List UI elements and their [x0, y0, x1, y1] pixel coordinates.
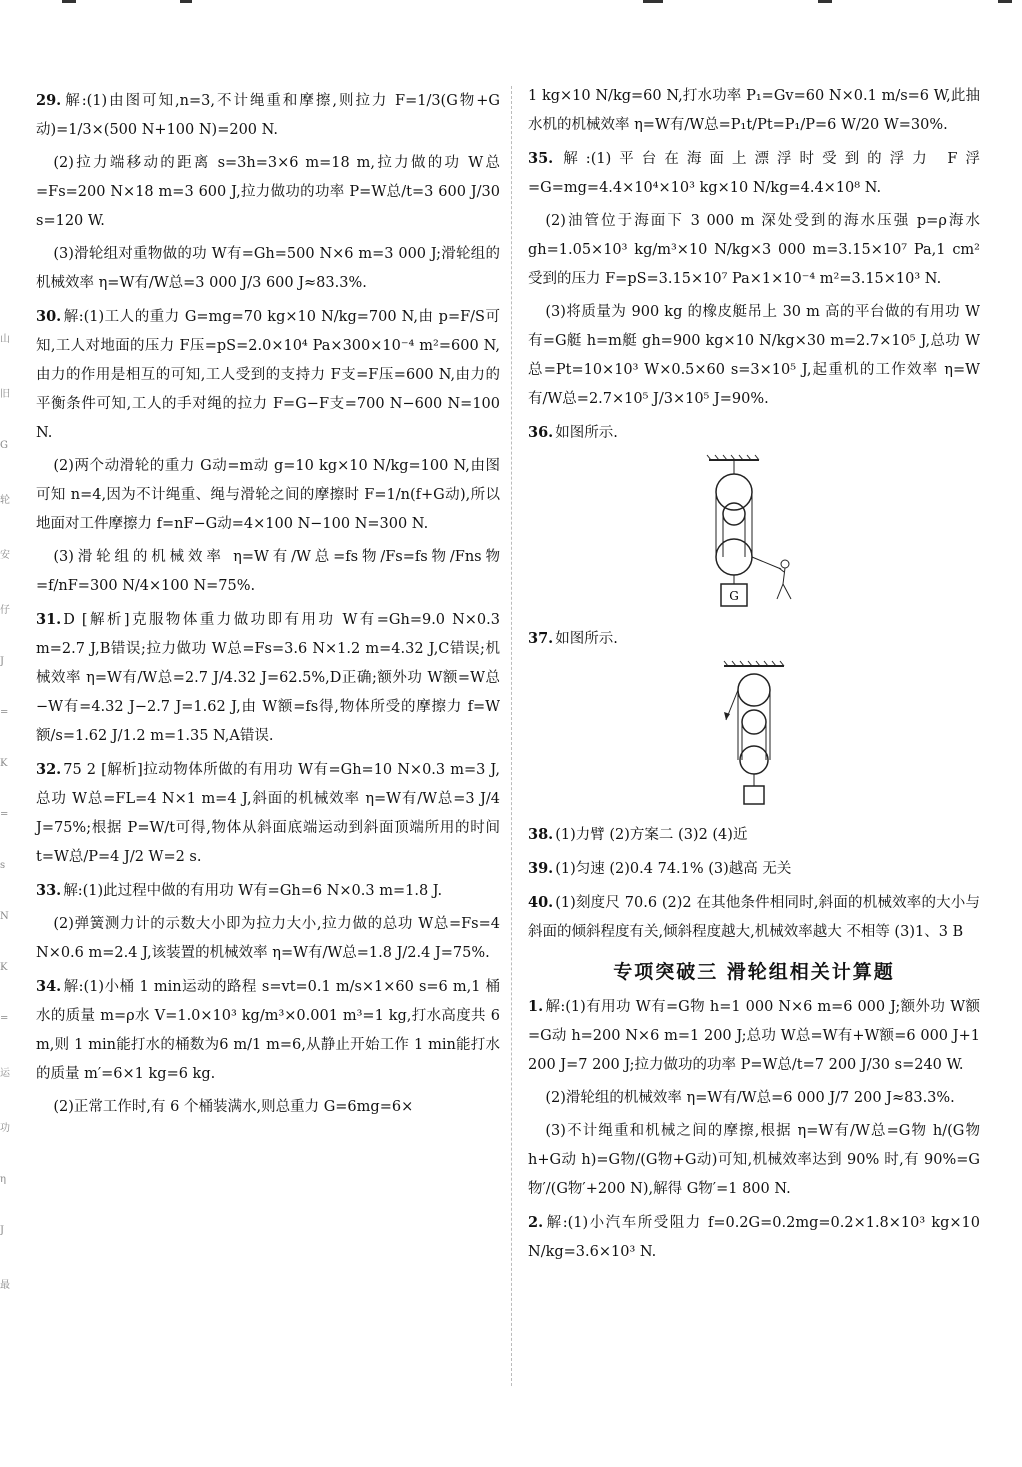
answer-39: 39. (1)匀速 (2)0.4 74.1% (3)越高 无关 — [528, 860, 792, 877]
answer-33-1: 33. 解:(1)此过程中做的有用功 W有=Gh=6 N×0.3 m=1.8 J. — [36, 882, 443, 899]
right-column — [528, 82, 980, 1271]
answer-34-continued: 1 kg×10 N/kg=60 N,打水功率 P₁=Gv=60 N×0.1 m/s=6 W,此抽水机的机械效率 η=W有/W总=P₁t/Pt=P₁/P=6 W/20 W=30%. — [528, 88, 980, 133]
section-answer-1-2: (2)滑轮组的机械效率 η=W有/W总=6 000 J/7 200 J≈83.3%. — [545, 1090, 955, 1106]
section-answer-1-1: 1. 解:(1)有用功 W有=G物 h=1 000 N×6 m=6 000 J;额外功 W额=G动 h=200 N×6 m=1 200 J;总功 W总=W有+W额=6 000 J+1 200 J=7 200 J;拉力做功的功率 P=W总/t=7 200 J/30 s=240 W. — [528, 998, 980, 1073]
answer-29-3: (3)滑轮组对重物做的功 W有=Gh=500 N×6 m=3 000 J;滑轮组的机械效率 η=W有/W总=3 000 J/3 600 J≈83.3%. — [36, 246, 500, 291]
answer-37: 37. 如图所示. — [528, 630, 618, 647]
answer-30-1: 30. 解:(1)工人的重力 G=mg=70 kg×10 N/kg=700 N,由 p=F/S可知,工人对地面的压力 F压=pS=2.0×10⁴ Pa×300×10⁻⁴ m²=600 N,由力的作用是相互的可知,工人受到的支持力 F支=F压=600 N,由力的平衡条件可知,工人的手对绳的拉力 F=G−F支=700 N−600 N=100 N. — [36, 308, 500, 441]
page-top-mark — [998, 0, 1012, 3]
page-top-mark — [643, 0, 663, 3]
weight-label: G — [729, 589, 739, 603]
column-divider — [511, 86, 513, 1386]
answer-36: 36. 如图所示. — [528, 424, 618, 441]
answer-29-1: 29. 解:(1)由图可知,n=3,不计绳重和摩擦,则拉力 F=1/3(G物+G动)=1/3×(500 N+100 N)=200 N. — [36, 92, 500, 138]
answer-32: 32. 75 2 [解析]拉动物体所做的有用功 W有=Gh=10 N×0.3 m=3 J,总功 W总=FL=4 N×1 m=4 J,斜面的机械效率 η=W有/W总=3 J/4 J=75%;根据 P=W/t可得,物体从斜面底端运动到斜面顶端所用的时间 t=W总/P=4 J/2 W=2 s. — [36, 761, 500, 865]
section-heading: 专项突破三 滑轮组相关计算题 — [613, 961, 895, 983]
answer-38: 38. (1)力臂 (2)方案二 (3)2 (4)近 — [528, 826, 748, 843]
answer-31: 31. D [解析]克服物体重力做功即有用功 W有=Gh=9.0 N×0.3 m=2.7 J,B错误;拉力做功 W总=Fs=3.6 N×1.2 m=4.32 J,C错误;机械效率 η=W有/W总=2.7 J/4.32 J=62.5%,D正确;额外功 W额=W总−W有=4.32 J−2.7 J=1.62 J,由 W额=fs得,物体所受的摩擦力 f=W额/s=1.62 J/1.2 m=1.35 N,A错误. — [36, 611, 500, 744]
answer-40: 40. (1)刻度尺 70.6 (2)2 在其他条件相同时,斜面的机械效率的大小与斜面的倾斜程度有关,倾斜程度越大,机械效率越大 不相等 (3)1、3 B — [528, 894, 980, 940]
answer-34-2: (2)正常工作时,有 6 个桶装满水,则总重力 G=6mg=6× — [53, 1099, 414, 1115]
page-top-mark — [818, 0, 832, 3]
pulley-diagram-36 — [699, 454, 809, 614]
pulley-diagram-37 — [714, 660, 794, 810]
answer-29-2: (2)拉力端移动的距离 s=3h=3×6 m=18 m,拉力做的功 W总=Fs=200 N×18 m=3 600 J,拉力做功的功率 P=W总/t=3 600 J/30 s=120 W. — [36, 155, 500, 229]
left-margin-strip: 山 旧 G 轮 安 仔 J = K = s N K = 运 功 η J 最 — [0, 334, 10, 1291]
page-top-mark — [62, 0, 76, 3]
answer-30-3: (3)滑轮组的机械效率 η=W有/W总=fs物/Fs=fs物/Fns物=f/nF=300 N/4×100 N=75%. — [36, 549, 500, 594]
answer-34-1: 34. 解:(1)小桶 1 min运动的路程 s=vt=0.1 m/s×1×60 s=6 m,1 桶水的质量 m=ρ水 V=1.0×10³ kg/m³×0.001 m³=1 kg,打水高度共 6 m,则 1 min能打水的桶数为6 m/1 m=6,从静止开始工作 1 min能打水的质量 m′=6×1 kg=6 kg. — [36, 978, 500, 1082]
answer-30-2: (2)两个动滑轮的重力 G动=m动 g=10 kg×10 N/kg=100 N,由图可知 n=4,因为不计绳重、绳与滑轮之间的摩擦时 F=1/n(f+G动),所以地面对工件摩擦力 f=nF−G动=4×100 N−100 N=300 N. — [36, 458, 500, 532]
page-top-mark — [180, 0, 192, 3]
left-column — [36, 86, 500, 1126]
answer-33-2: (2)弹簧测力计的示数大小即为拉力大小,拉力做的总功 W总=Fs=4 N×0.6 m=2.4 J,该装置的机械效率 η=W有/W总=1.8 J/2.4 J=75%. — [36, 916, 500, 961]
section-answer-2: 2. 解:(1)小汽车所受阻力 f=0.2G=0.2mg=0.2×1.8×10³ kg×10 N/kg=3.6×10³ N. — [528, 1214, 980, 1260]
answer-35-2: (2)油管位于海面下 3 000 m 深处受到的海水压强 p=ρ海水 gh=1.05×10³ kg/m³×10 N/kg×3 000 m=3.15×10⁷ Pa,1 cm² 受到的压力 F=pS=3.15×10⁷ Pa×1×10⁻⁴ m²=3.15×10³ N. — [528, 213, 980, 287]
answer-35-1: 35. 解:(1)平台在海面上漂浮时受到的浮力 F浮=G=mg=4.4×10⁴×10³ kg×10 N/kg=4.4×10⁸ N. — [528, 150, 980, 196]
answer-35-3: (3)将质量为 900 kg 的橡皮艇吊上 30 m 高的平台做的有用功 W有=G艇 h=m艇 gh=900 kg×10 N/kg×30 m=2.7×10⁵ J,总功 W总=Pt=10×10³ W×0.5×60 s=3×10⁵ J,起重机的工作效率 η=W有/W总=2.7×10⁵ J/3×10⁵ J=90%. — [528, 304, 980, 407]
section-answer-1-3: (3)不计绳重和机械之间的摩擦,根据 η=W有/W总=G物 h/(G物 h+G动 h)=G物/(G物+G动)可知,机械效率达到 90% 时,有 90%=G物′/(G物′+200 N),解得 G物′=1 800 N. — [528, 1123, 980, 1197]
